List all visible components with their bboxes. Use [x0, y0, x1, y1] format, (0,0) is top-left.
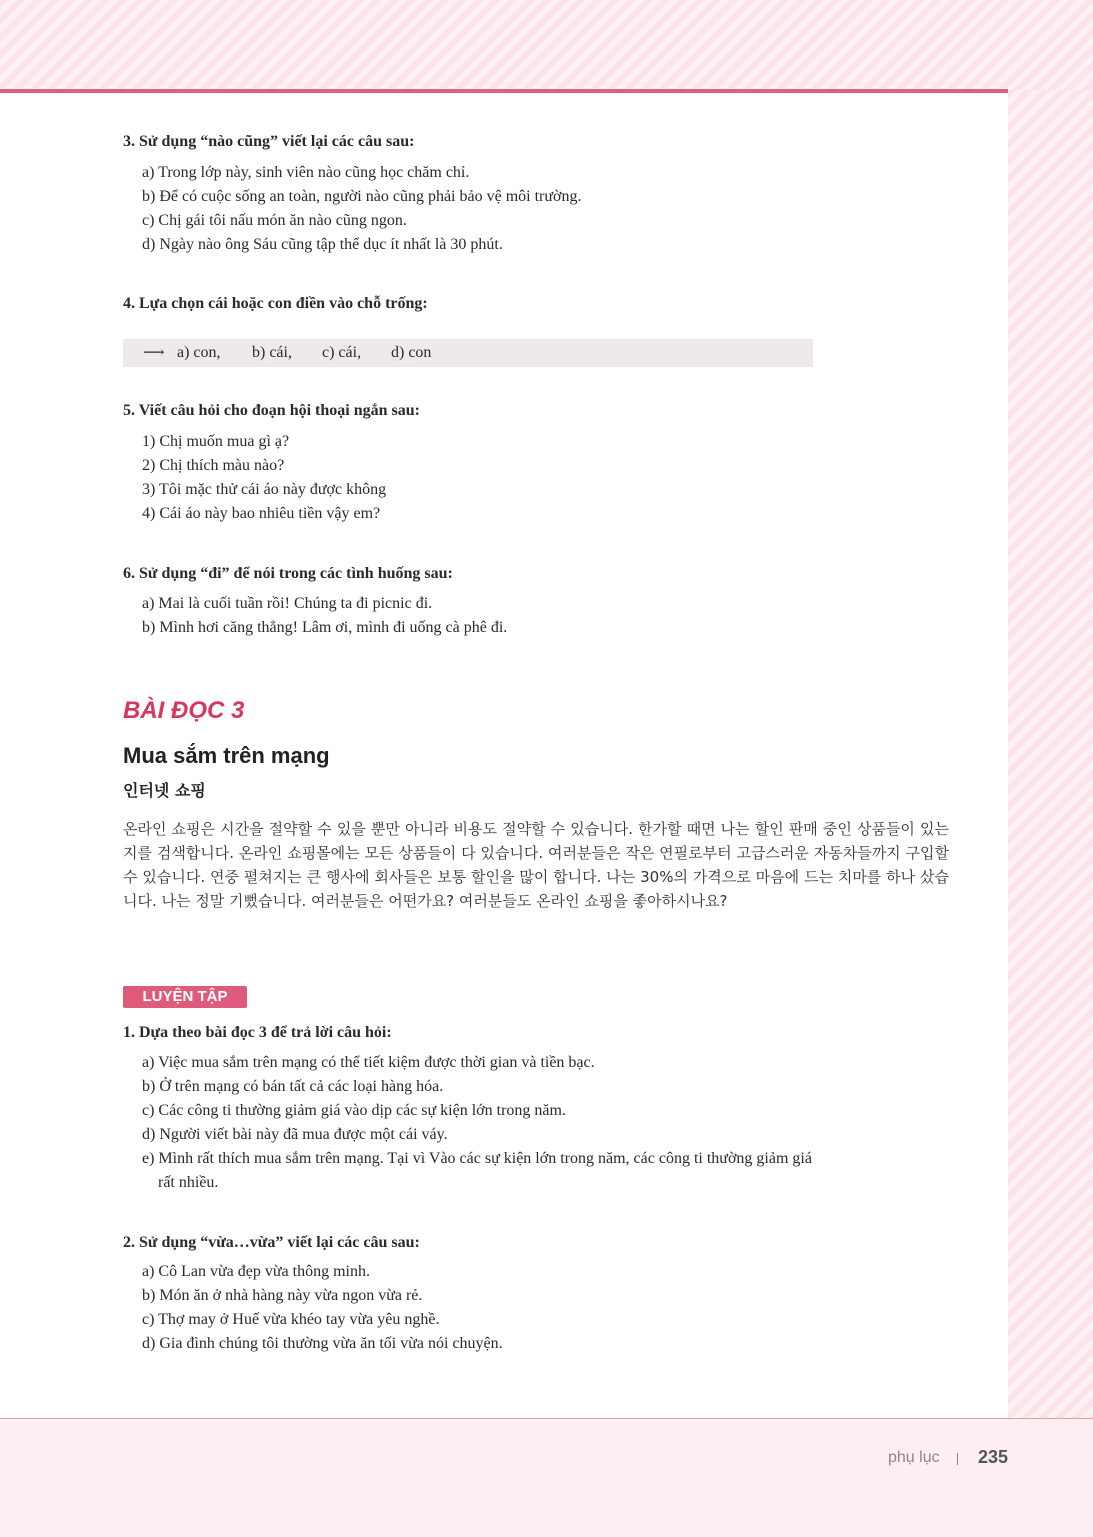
practice-1-item-e: e) Mình rất thích mua sắm trên mạng. Tại vì Vào các sự kiện lớn trong năm, các công ti thường giảm giá: [142, 1150, 812, 1167]
question-6-item-b: b) Mình hơi căng thẳng! Lâm ơi, mình đi uống cà phê đi.: [142, 619, 508, 636]
practice-1-item-c: c) Các công ti thường giảm giá vào dịp các sự kiện lớn trong năm.: [142, 1102, 566, 1119]
practice-2-item-a: a) Cô Lan vừa đẹp vừa thông minh.: [142, 1263, 370, 1280]
page-number: 235: [978, 1447, 1009, 1467]
arrow-right-icon: ⟶: [143, 345, 165, 361]
question-4-title: 4. Lựa chọn cái hoặc con điền vào chỗ trống:: [123, 295, 428, 312]
question-6-title: 6. Sử dụng “đi” để nói trong các tình huống sau:: [123, 565, 453, 582]
question-6-item-a: a) Mai là cuối tuần rồi! Chúng ta đi picnic đi.: [142, 595, 433, 612]
question-3-item-c: c) Chị gái tôi nấu món ăn nào cũng ngon.: [142, 212, 407, 229]
question-3-item-d: d) Ngày nào ông Sáu cũng tập thể dục ít nhất là 30 phút.: [142, 236, 503, 253]
section-title: BÀI ĐỌC 3: [123, 697, 245, 724]
practice-1-item-e-continued: rất nhiều.: [158, 1174, 219, 1191]
practice-2-item-d: d) Gia đình chúng tôi thường vừa ăn tối vừa nói chuyện.: [142, 1335, 503, 1352]
reading-body: 온라인 쇼핑은 시간을 절약할 수 있을 뿐만 아니라 비용도 절약할 수 있습니다. 한가할 때면 나는 할인 판매 중인 상품들이 있는지를 검색합니다. 온라인 쇼핑몰에는 모든 상품들이 다 있습니다. 여러분들은 작은 연필로부터 고급스러운 자동차들까지 구입할 수 있습니다. 연중 펼쳐지는 큰 행사에 회사들은 보통 할인을 많이 합니다. 나는 30%의 가격으로 마음에 드는 치마를 하나 샀습니다. 나는 정말 기뻤습니다. 여러분들은 어떤가요? 여러분들도 온라인 쇼핑을 좋아하시나요?: [123, 820, 949, 910]
practice-1-item-b: b) Ở trên mạng có bán tất cả các loại hàng hóa.: [142, 1078, 444, 1095]
practice-2-title: 2. Sử dụng “vừa…vừa” viết lại các câu sau:: [123, 1234, 420, 1251]
practice-1-item-a: a) Việc mua sắm trên mạng có thể tiết kiệm được thời gian và tiền bạc.: [142, 1054, 595, 1071]
footer-label: phụ lục: [888, 1449, 940, 1466]
answer-c: c) cái,: [322, 344, 362, 361]
answer-d: d) con: [391, 344, 432, 361]
practice-1-item-d: d) Người viết bài này đã mua được một cái váy.: [142, 1126, 448, 1143]
question-5-item-3: 3) Tôi mặc thử cái áo này được không: [142, 481, 387, 498]
question-4-answer-box: [123, 339, 813, 367]
question-3-item-b: b) Để có cuộc sống an toàn, người nào cũng phải bảo vệ môi trường.: [142, 188, 582, 205]
reading-subtitle: 인터넷 쇼핑: [123, 781, 206, 800]
answer-a: a) con,: [177, 344, 221, 361]
decorative-right-stripe: [1008, 90, 1093, 1420]
question-5-item-4: 4) Cái áo này bao nhiêu tiền vậy em?: [142, 505, 381, 522]
question-5-title: 5. Viết câu hỏi cho đoạn hội thoại ngắn sau:: [123, 402, 420, 419]
practice-1-title: 1. Dựa theo bài đọc 3 để trả lời câu hỏi:: [123, 1024, 392, 1041]
practice-2-item-b: b) Món ăn ở nhà hàng này vừa ngon vừa rẻ.: [142, 1287, 423, 1304]
footer-band: [0, 1418, 1093, 1537]
footer-separator: [957, 1453, 958, 1465]
decorative-top-stripe: [0, 0, 1093, 90]
answer-b: b) cái,: [252, 344, 292, 361]
practice-2-item-c: c) Thợ may ở Huế vừa khéo tay vừa yêu nghề.: [142, 1311, 440, 1328]
reading-title: Mua sắm trên mạng: [123, 743, 330, 768]
practice-badge: LUYỆN TẬP: [123, 986, 247, 1008]
question-3-title: 3. Sử dụng “nào cũng” viết lại các câu sau:: [123, 133, 415, 150]
header-rule: [0, 89, 1008, 93]
question-5-item-2: 2) Chị thích màu nào?: [142, 457, 285, 474]
question-5-item-1: 1) Chị muốn mua gì ạ?: [142, 433, 290, 450]
question-3-item-a: a) Trong lớp này, sinh viên nào cũng học chăm chỉ.: [142, 164, 470, 181]
